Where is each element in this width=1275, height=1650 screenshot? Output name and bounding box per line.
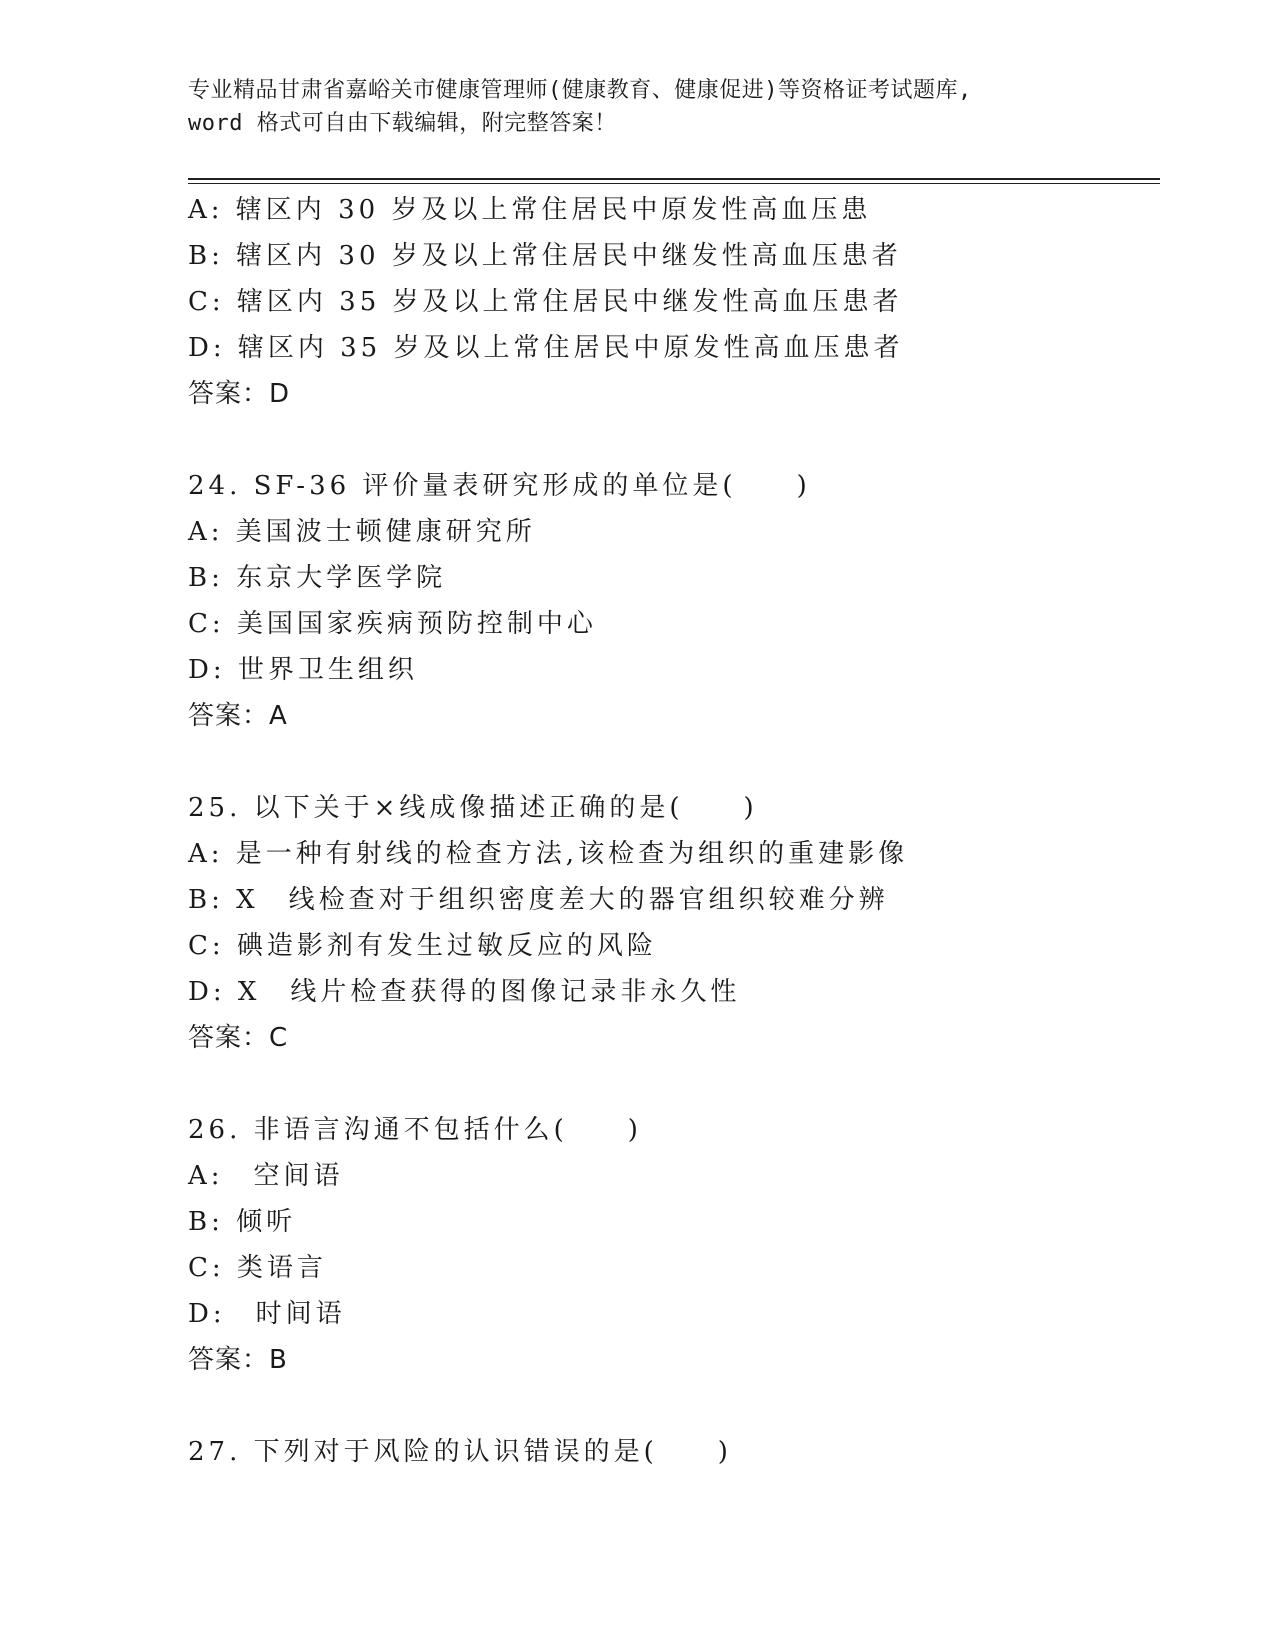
answer-line: 答案：A: [188, 701, 288, 731]
option-d: D: 辖区内 35 岁及以上常住居民中原发性高血压患者: [188, 333, 904, 363]
block-spacer: [188, 739, 1188, 785]
option-a: A: 是一种有射线的检查方法,该检查为组织的重建影像: [188, 839, 909, 869]
option-c: C: 碘造影剂有发生过敏反应的风险: [188, 931, 657, 961]
question-block: [188, 1107, 1188, 1383]
block-spacer: [188, 1061, 1188, 1107]
header-divider-thin: [188, 183, 1160, 184]
option-d: D: X 线片检查获得的图像记录非永久性: [188, 977, 741, 1007]
option-c: C: 辖区内 35 岁及以上常住居民中继发性高血压患者: [188, 287, 903, 317]
question-text: 26. 非语言沟通不包括什么( ): [188, 1115, 642, 1145]
header-divider-thick: [188, 178, 1160, 180]
option-d: D: 世界卫生组织: [188, 655, 418, 685]
question-block: [188, 463, 1188, 739]
option-b: B: 辖区内 30 岁及以上常住居民中继发性高血压患者: [188, 241, 902, 271]
option-d: D: 时间语: [188, 1299, 346, 1329]
option-a: A: 美国波士顿健康研究所: [188, 517, 536, 547]
block-spacer: [188, 1383, 1188, 1429]
option-b: B: 东京大学医学院: [188, 563, 447, 593]
question-text: 24. SF-36 评价量表研究形成的单位是( ): [188, 471, 811, 501]
answer-line: 答案：B: [188, 1345, 288, 1375]
question-list: [188, 187, 1188, 1475]
block-spacer: [188, 417, 1188, 463]
option-b: B: 倾听: [188, 1207, 297, 1237]
option-a: A: 辖区内 30 岁及以上常住居民中原发性高血压患: [188, 195, 872, 225]
question-block: [188, 785, 1188, 1061]
question-block: [188, 187, 1188, 417]
answer-line: 答案：C: [188, 1023, 289, 1053]
answer-line: 答案：D: [188, 379, 291, 409]
option-b: B: X 线检查对于组织密度差大的器官组织较难分辨: [188, 885, 889, 915]
document-header: [188, 74, 1088, 140]
option-c: C: 类语言: [188, 1253, 327, 1283]
header-line-1: 专业精品甘肃省嘉峪关市健康管理师(健康教育、健康促进)等资格证考试题库,: [188, 78, 972, 103]
header-line-2: word 格式可自由下载编辑，附完整答案！: [188, 111, 617, 136]
question-block: [188, 1429, 1188, 1475]
option-c: C: 美国国家疾病预防控制中心: [188, 609, 597, 639]
question-text: 27. 下列对于风险的认识错误的是( ): [188, 1437, 732, 1467]
option-a: A: 空间语: [188, 1161, 344, 1191]
question-text: 25. 以下关于×线成像描述正确的是( ): [188, 793, 758, 823]
